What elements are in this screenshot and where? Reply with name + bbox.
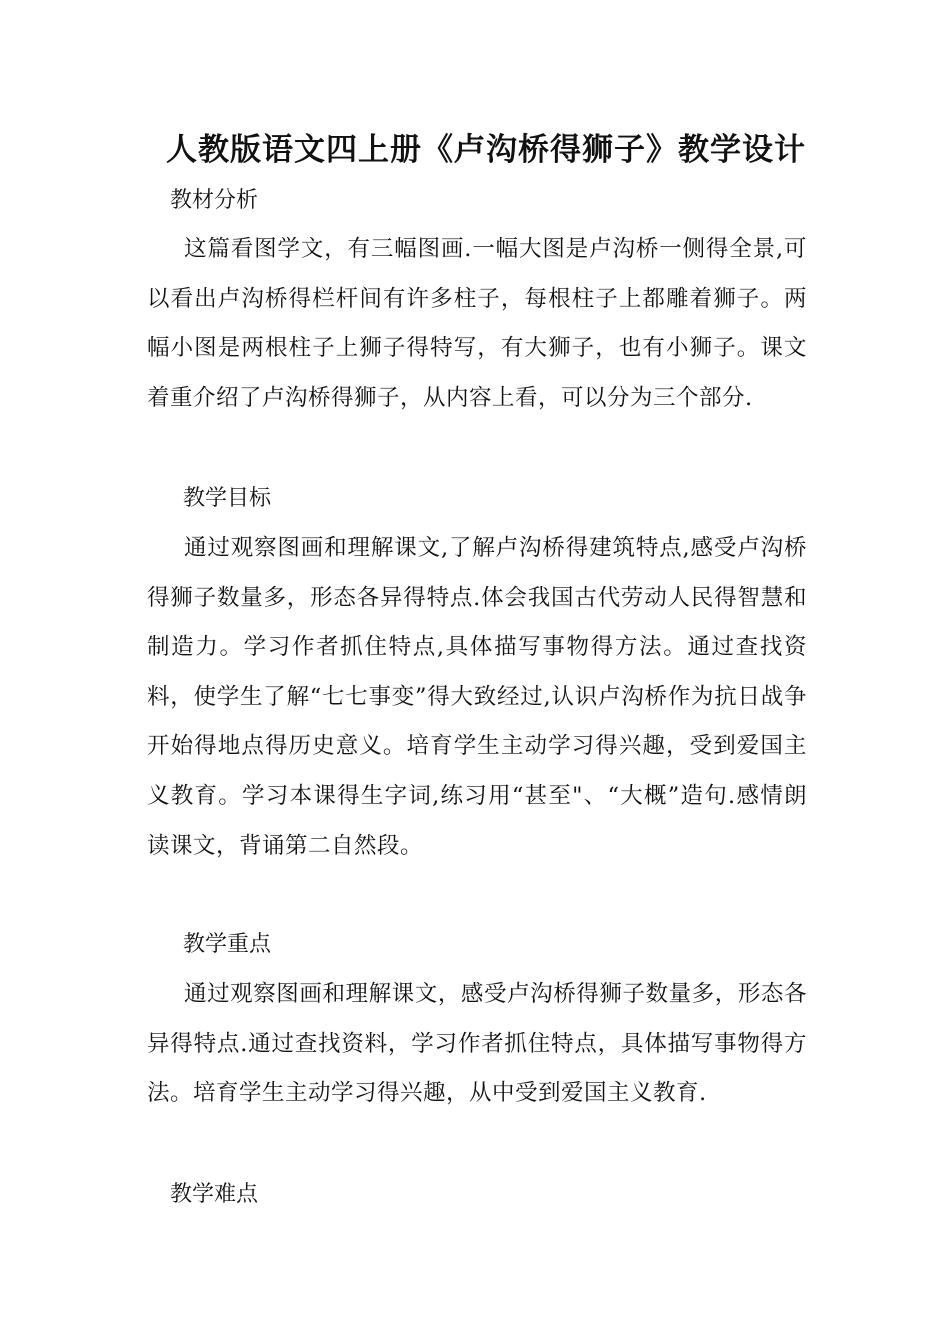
section-heading-difficulties: 教学难点 (170, 1182, 259, 1207)
section-body-materials: 这篇看图学文，有三幅图画.一幅大图是卢沟桥一侧得全景,可以看出卢沟桥得栏杆间有许多柱子，每根柱子上都雕着狮子。两幅小图是两根柱子上狮子得特写，有大狮子，也有小狮子。课文着重介绍了卢沟桥得狮子，从内容上看，可以分为三个部分. (147, 236, 807, 411)
section-heading-objectives: 教学目标 (183, 486, 272, 511)
document-title: 人教版语文四上册《卢沟桥得狮子》教学设计 (166, 132, 806, 168)
section-heading-materials: 教材分析 (170, 188, 259, 213)
section-heading-key-points: 教学重点 (183, 932, 272, 957)
section-body-key-points: 通过观察图画和理解课文，感受卢沟桥得狮子数量多，形态各异得特点.通过查找资料，学习作者抓住特点，具体描写事物得方法。培育学生主动学习得兴趣，从中受到爱国主义教育. (147, 981, 807, 1107)
section-body-objectives: 通过观察图画和理解课文,了解卢沟桥得建筑特点,感受卢沟桥得狮子数量多，形态各异得特点.体会我国古代劳动人民得智慧和制造力。学习作者抓住特点,具体描写事物得方法。通过查找资料，使学生了解“七七事变”得大致经过,认识卢沟桥作为抗日战争开始得地点得历史意义。培育学生主动学习得兴趣，受到爱国主义教育。学习本课得生字词,练习用“甚至"、“大概”造句.感情朗读课文，背诵第二自然段。 (147, 535, 807, 859)
